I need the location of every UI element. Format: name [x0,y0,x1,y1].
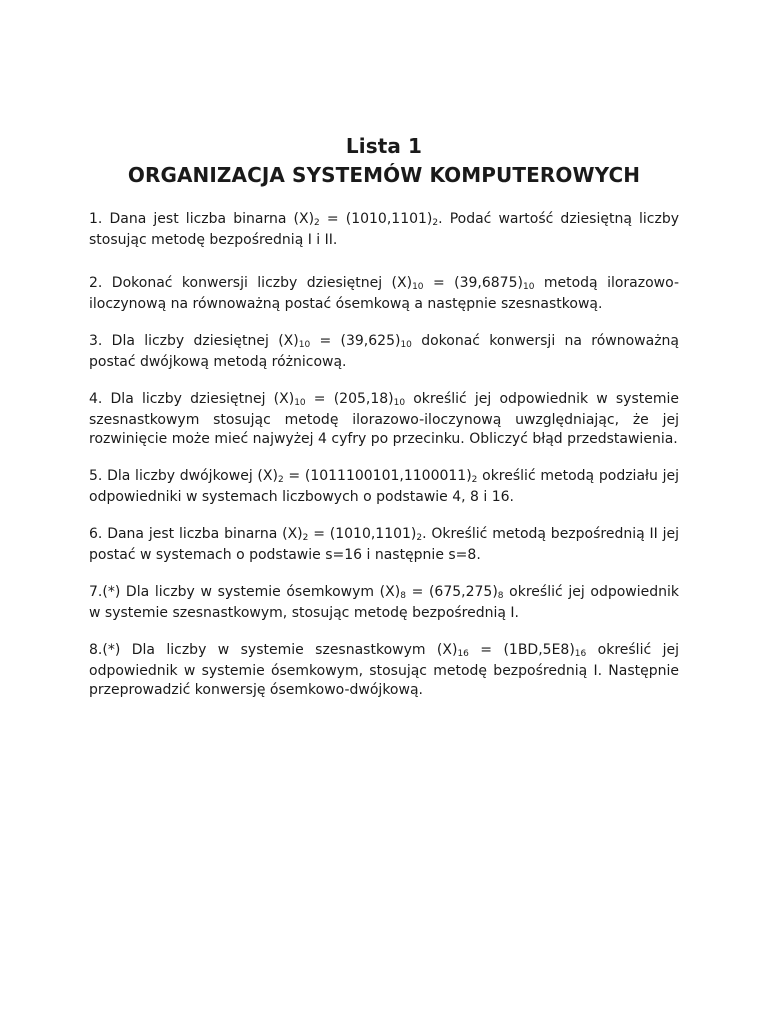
problem-1 [89,210,679,250]
number-base-subscript: 2 [314,218,320,228]
number-base-subscript: 16 [457,649,469,659]
problem-text: określić jej odpowiednik w systemie ósemkowym, stosując metodę bezpośrednią I. Następnie przeprowadzić konwersję ósemkowo-dwójkową. [89,642,679,698]
number-base-subscript: 10 [522,282,535,292]
number-base-subscript: 2 [416,533,423,543]
number-base-subscript: 8 [400,591,406,601]
list-number-heading: Lista 1 [345,134,423,158]
number-base-subscript: 10 [294,398,306,408]
problem-text: 3. Dla liczby dziesiętnej (X) [89,333,299,349]
problem-text: określić jej odpowiednik w systemie szesnastkowym stosując metodę ilorazowo-iloczynową uwzględniając, że jej rozwinięcie może mieć najwyżej 4 cyfry po przecinku. Obliczyć błąd przedstawienia. [89,391,679,447]
number-base-subscript: 2 [277,475,284,485]
problem-text: = (1010,1101) [319,211,433,227]
problem-text: 8.(*) Dla liczby w systemie szesnastkowym (X) [89,642,458,658]
problem-text: = (675,275) [405,584,498,600]
problem-text: dokonać konwersji na równoważną postać dwójkową metodą różnicową. [89,333,679,370]
problem-text: = (39,625) [310,333,401,349]
document-title [89,132,679,190]
problem-text: . Podać wartość dziesiętną liczby stosując metodę bezpośrednią I i II. [89,211,680,248]
number-base-subscript: 10 [412,282,424,292]
problem-text: = (39,6875) [423,275,523,291]
problem-text: 4. Dla liczby dziesiętnej (X) [89,391,295,407]
problem-5 [89,467,679,507]
problem-6 [89,525,679,565]
problem-text: . Określić metodą bezpośrednią II jej postać w systemach o podstawie s=16 i następnie s=8. [89,526,680,563]
course-title-heading: ORGANIZACJA SYSTEMÓW KOMPUTEROWYCH [127,163,641,187]
number-base-subscript: 2 [432,218,439,228]
problem-list [89,210,679,700]
number-base-subscript: 16 [574,649,587,659]
problem-3 [89,332,679,372]
problem-text: = (1010,1101) [308,526,417,542]
problem-text: = (205,18) [305,391,394,407]
problem-text: 2. Dokonać konwersji liczby dziesiętnej (X) [89,275,413,291]
problem-text: = (1BD,5E8) [468,642,575,658]
number-base-subscript: 10 [298,340,311,350]
number-base-subscript: 10 [393,398,406,408]
problem-4 [89,390,679,449]
problem-text: określić jej odpowiednik w systemie szesnastkowym, stosując metodę bezpośrednią I. [89,584,679,621]
problem-7 [89,583,679,623]
problem-text: 6. Dana jest liczba binarna (X) [89,526,303,542]
problem-text: 7.(*) Dla liczby w systemie ósemkowym (X) [89,584,401,600]
document-page [89,132,679,718]
number-base-subscript: 8 [497,591,504,601]
problem-8 [89,641,679,700]
problem-text: = (1011100101,1100011) [283,468,472,484]
number-base-subscript: 2 [302,533,309,543]
problem-2 [89,274,679,314]
number-base-subscript: 2 [471,475,478,485]
number-base-subscript: 10 [400,340,412,350]
problem-text: określić metodą podziału jej odpowiedniki w systemach liczbowych o podstawie 4, 8 i 16. [89,468,679,505]
problem-text: 5. Dla liczby dwójkowej (X) [89,468,278,484]
problem-text: metodą ilorazowo-iloczynową na równoważną postać ósemkową a następnie szesnastkową. [89,275,679,312]
problem-text: 1. Dana jest liczba binarna (X) [89,211,315,227]
